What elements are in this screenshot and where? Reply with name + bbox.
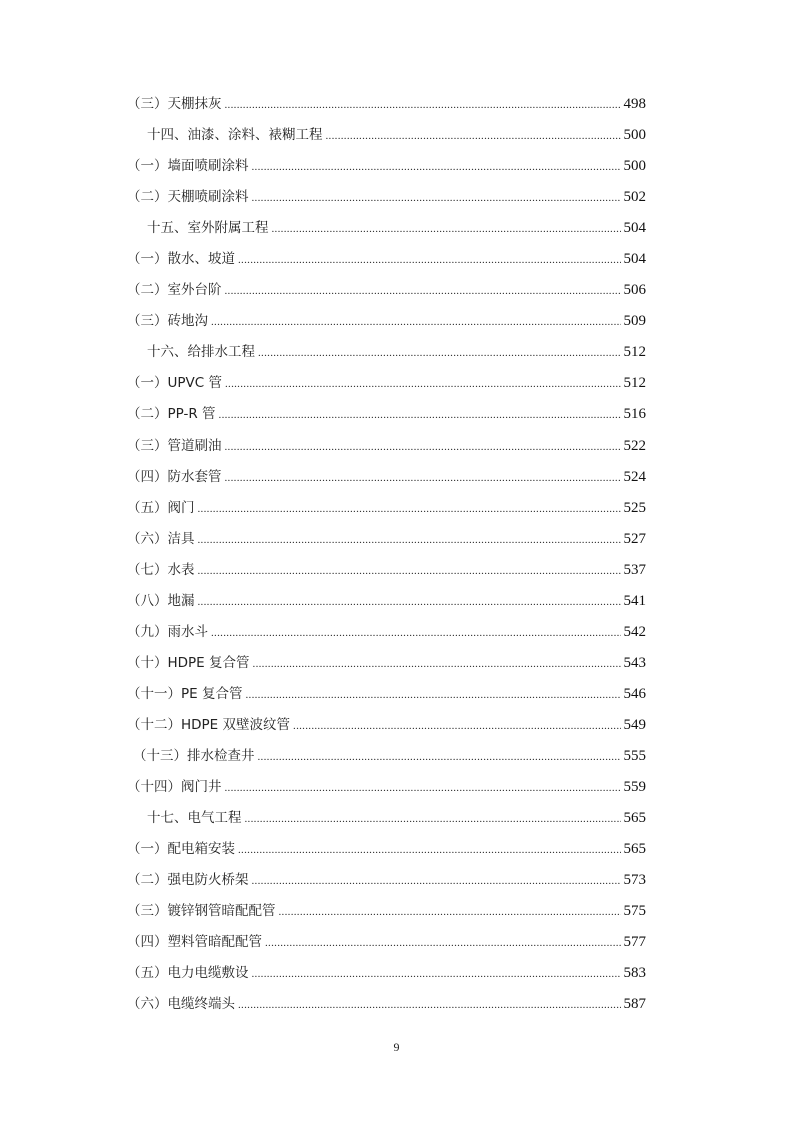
toc-entry-page: 543: [623, 654, 646, 671]
toc-entry-page: 516: [623, 406, 646, 423]
toc-entry-page: 509: [623, 313, 646, 330]
dot-leader: [326, 126, 621, 146]
toc-entry[interactable]: [127, 715, 646, 746]
toc-section-heading[interactable]: [127, 218, 646, 249]
toc-entry-page: 583: [623, 965, 646, 982]
toc-entry[interactable]: [127, 467, 646, 498]
toc-entry-label: （七）水表: [127, 561, 195, 578]
toc-entry-label: （十三）排水检查井: [133, 747, 255, 764]
toc-entry-page: 542: [623, 623, 646, 640]
toc-entry-page: 541: [623, 592, 646, 609]
toc-entry-label: （十）HDPE 复合管: [127, 654, 250, 671]
dot-leader: [245, 809, 621, 829]
toc-entry-label: （一）墙面喷刷涂料: [127, 158, 249, 175]
toc-section-heading[interactable]: [127, 125, 646, 156]
toc-section-heading[interactable]: [127, 808, 646, 839]
toc-entry-label: （三）天棚抹灰: [127, 96, 222, 112]
toc-entry-page: 575: [623, 903, 646, 920]
toc-entry-page: 546: [623, 685, 646, 702]
dot-leader: [252, 188, 621, 208]
toc-entry-label: （三）管道刷油: [127, 437, 222, 454]
toc-entry-label: （三）砖地沟: [127, 313, 208, 330]
toc-entry-page: 537: [623, 561, 646, 578]
dot-leader: [225, 437, 621, 457]
toc-entry-label: （二）PP-R 管: [127, 406, 216, 423]
toc-entry[interactable]: [127, 436, 646, 467]
toc-entry-label: （四）防水套管: [127, 468, 222, 485]
toc-entry-page: 512: [623, 344, 646, 361]
toc-entry[interactable]: [127, 622, 646, 653]
toc-entry[interactable]: [127, 653, 646, 684]
toc-entry[interactable]: [127, 591, 646, 622]
toc-entry[interactable]: [127, 156, 646, 187]
toc-entry[interactable]: [127, 963, 646, 994]
toc-entry-label: 十六、给排水工程: [147, 344, 255, 361]
toc-entry[interactable]: [127, 901, 646, 932]
dot-leader: [225, 778, 621, 798]
dot-leader: [211, 623, 621, 643]
dot-leader: [272, 219, 621, 239]
dot-leader: [238, 250, 621, 270]
toc-entry[interactable]: [127, 777, 646, 808]
toc-entry-page: 587: [623, 996, 646, 1013]
dot-leader: [225, 374, 621, 394]
toc-entry-label: （一）UPVC 管: [127, 375, 222, 392]
dot-leader: [293, 716, 620, 736]
toc-entry-page: 573: [623, 872, 646, 889]
dot-leader: [238, 995, 621, 1015]
toc-entry-page: 555: [623, 747, 646, 764]
toc-entry[interactable]: [127, 839, 646, 870]
toc-entry-label: （四）塑料管暗配配管: [127, 934, 262, 951]
toc-entry[interactable]: [127, 373, 646, 404]
toc-entry-label: （十一）PE 复合管: [127, 685, 243, 702]
toc-section-heading[interactable]: [127, 342, 646, 373]
toc-entry[interactable]: [127, 746, 646, 777]
toc-entry[interactable]: [127, 932, 646, 963]
toc-entry[interactable]: [127, 280, 646, 311]
toc-entry-label: 十五、室外附属工程: [147, 220, 269, 237]
toc-entry-page: 524: [623, 468, 646, 485]
dot-leader: [198, 499, 621, 519]
toc-entry-label: （三）镀锌钢管暗配配管: [127, 903, 276, 920]
dot-leader: [198, 592, 621, 612]
toc-entry-page: 498: [623, 96, 646, 112]
toc-entry[interactable]: [127, 684, 646, 715]
toc-entry-page: 565: [623, 810, 646, 827]
toc-entry-label: （二）室外台阶: [127, 282, 222, 299]
page-number: 9: [393, 1040, 400, 1054]
toc-entry-label: （九）雨水斗: [127, 623, 208, 640]
toc-entry-label: （二）天棚喷刷涂料: [127, 189, 249, 206]
toc-entry-page: 502: [623, 189, 646, 206]
dot-leader: [219, 405, 621, 425]
dot-leader: [252, 964, 621, 984]
dot-leader: [252, 871, 621, 891]
toc-entry-page: 527: [623, 530, 646, 547]
dot-leader: [265, 933, 621, 953]
toc-entry-label: （六）电缆终端头: [127, 996, 235, 1013]
toc-entry-page: 522: [623, 437, 646, 454]
dot-leader: [225, 468, 621, 488]
toc-entry[interactable]: [127, 249, 646, 280]
dot-leader: [225, 281, 621, 301]
toc-entry-label: （十四）阀门井: [127, 779, 222, 796]
toc-entry-page: 512: [623, 375, 646, 392]
dot-leader: [258, 747, 621, 767]
dot-leader: [198, 561, 621, 581]
toc-entry[interactable]: [127, 560, 646, 591]
toc-entry-label: 十七、电气工程: [147, 810, 242, 827]
dot-leader: [253, 654, 621, 674]
toc-entry-label: （二）强电防火桥架: [127, 872, 249, 889]
toc-entry-label: （八）地漏: [127, 592, 195, 609]
toc-entry-page: 525: [623, 499, 646, 516]
table-of-contents: [127, 94, 646, 1025]
dot-leader: [225, 95, 621, 115]
toc-entry-page: 559: [623, 779, 646, 796]
dot-leader: [252, 157, 621, 177]
toc-entry[interactable]: [127, 311, 646, 342]
toc-entry-page: 549: [623, 716, 646, 733]
toc-entry-page: 504: [623, 251, 646, 268]
toc-entry-label: （十二）HDPE 双壁波纹管: [127, 716, 291, 733]
toc-entry-page: 577: [623, 934, 646, 951]
toc-entry-label: （五）电力电缆敷设: [127, 965, 249, 982]
dot-leader: [238, 840, 621, 860]
toc-entry[interactable]: [127, 94, 646, 125]
toc-entry-page: 500: [623, 127, 646, 144]
toc-entry-page: 506: [623, 282, 646, 299]
toc-entry-label: （五）阀门: [127, 499, 195, 516]
toc-entry[interactable]: [127, 404, 646, 435]
toc-entry-label: （一）散水、坡道: [127, 251, 235, 268]
toc-entry[interactable]: [127, 187, 646, 218]
dot-leader: [245, 685, 620, 705]
dot-leader: [211, 312, 621, 332]
toc-entry[interactable]: [127, 870, 646, 901]
toc-entry-page: 500: [623, 158, 646, 175]
toc-entry[interactable]: [127, 498, 646, 529]
toc-entry-page: 504: [623, 220, 646, 237]
toc-entry-label: （六）洁具: [127, 530, 195, 547]
dot-leader: [258, 343, 621, 363]
dot-leader: [279, 902, 621, 922]
toc-entry[interactable]: [127, 994, 646, 1025]
toc-entry[interactable]: [127, 529, 646, 560]
toc-entry-label: （一）配电箱安装: [127, 841, 235, 858]
toc-entry-page: 565: [623, 841, 646, 858]
dot-leader: [198, 530, 621, 550]
toc-entry-label: 十四、油漆、涂料、裱糊工程: [147, 127, 323, 144]
